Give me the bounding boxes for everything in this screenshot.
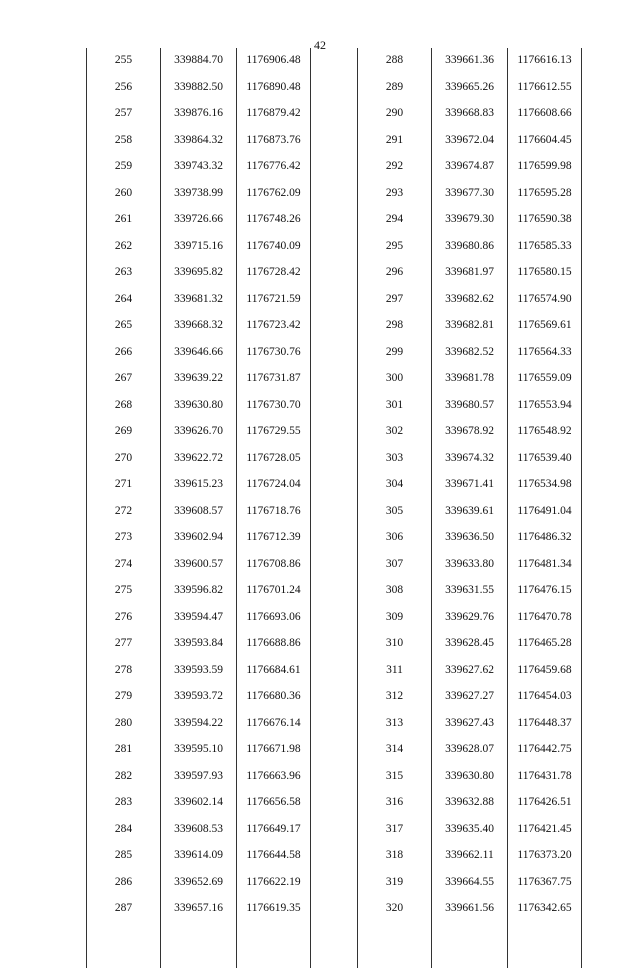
point-number-cell: 312	[358, 684, 432, 711]
y-coordinate-cell: 1176564.33	[508, 340, 582, 367]
x-coordinate-cell: 339681.78	[432, 366, 508, 393]
point-number-cell: 307	[358, 552, 432, 579]
table-row	[87, 578, 311, 605]
x-coordinate-cell: 339661.36	[432, 48, 508, 75]
y-coordinate-cell: 1176481.34	[508, 552, 582, 579]
table-row	[358, 366, 582, 393]
x-coordinate-cell: 339668.83	[432, 101, 508, 128]
x-coordinate-cell: 339726.66	[161, 207, 237, 234]
y-coordinate-cell: 1176693.06	[237, 605, 311, 632]
table-row	[358, 870, 582, 897]
point-number-cell: 282	[87, 764, 161, 791]
y-coordinate-cell: 1176728.05	[237, 446, 311, 473]
y-coordinate-cell: 1176873.76	[237, 128, 311, 155]
x-coordinate-cell: 339652.69	[161, 870, 237, 897]
table-row	[358, 605, 582, 632]
point-number-cell: 297	[358, 287, 432, 314]
y-coordinate-cell: 1176684.61	[237, 658, 311, 685]
y-coordinate-cell: 1176342.65	[508, 896, 582, 968]
table-body-left	[87, 48, 311, 968]
table-row	[87, 181, 311, 208]
y-coordinate-cell: 1176534.98	[508, 472, 582, 499]
table-row	[358, 260, 582, 287]
x-coordinate-cell: 339678.92	[432, 419, 508, 446]
point-number-cell: 320	[358, 896, 432, 968]
point-number-cell: 289	[358, 75, 432, 102]
table-row	[358, 446, 582, 473]
y-coordinate-cell: 1176608.66	[508, 101, 582, 128]
point-number-cell: 308	[358, 578, 432, 605]
x-coordinate-cell: 339661.56	[432, 896, 508, 968]
table-row	[87, 366, 311, 393]
point-number-cell: 280	[87, 711, 161, 738]
table-row	[87, 472, 311, 499]
x-coordinate-cell: 339674.32	[432, 446, 508, 473]
table-row	[358, 393, 582, 420]
x-coordinate-cell: 339665.26	[432, 75, 508, 102]
table-row	[358, 578, 582, 605]
y-coordinate-cell: 1176688.86	[237, 631, 311, 658]
point-number-cell: 314	[358, 737, 432, 764]
y-coordinate-cell: 1176616.13	[508, 48, 582, 75]
x-coordinate-cell: 339664.55	[432, 870, 508, 897]
table-row	[87, 207, 311, 234]
point-number-cell: 263	[87, 260, 161, 287]
point-number-cell: 285	[87, 843, 161, 870]
x-coordinate-cell: 339682.52	[432, 340, 508, 367]
table-row	[87, 605, 311, 632]
table-row	[87, 75, 311, 102]
x-coordinate-cell: 339636.50	[432, 525, 508, 552]
point-number-cell: 291	[358, 128, 432, 155]
point-number-cell: 313	[358, 711, 432, 738]
table-row	[87, 552, 311, 579]
table-row	[358, 101, 582, 128]
table-row	[87, 499, 311, 526]
x-coordinate-cell: 339632.88	[432, 790, 508, 817]
point-number-cell: 300	[358, 366, 432, 393]
x-coordinate-cell: 339628.07	[432, 737, 508, 764]
point-number-cell: 270	[87, 446, 161, 473]
y-coordinate-cell: 1176718.76	[237, 499, 311, 526]
y-coordinate-cell: 1176906.48	[237, 48, 311, 75]
y-coordinate-cell: 1176680.36	[237, 684, 311, 711]
y-coordinate-cell: 1176656.58	[237, 790, 311, 817]
point-number-cell: 290	[358, 101, 432, 128]
table-row	[358, 737, 582, 764]
table-row	[87, 631, 311, 658]
x-coordinate-cell: 339743.32	[161, 154, 237, 181]
y-coordinate-cell: 1176448.37	[508, 711, 582, 738]
table-row	[358, 154, 582, 181]
table-row	[87, 393, 311, 420]
y-coordinate-cell: 1176569.61	[508, 313, 582, 340]
point-number-cell: 293	[358, 181, 432, 208]
point-number-cell: 255	[87, 48, 161, 75]
table-row	[358, 419, 582, 446]
x-coordinate-cell: 339677.30	[432, 181, 508, 208]
x-coordinate-cell: 339715.16	[161, 234, 237, 261]
point-number-cell: 301	[358, 393, 432, 420]
point-number-cell: 294	[358, 207, 432, 234]
y-coordinate-cell: 1176708.86	[237, 552, 311, 579]
y-coordinate-cell: 1176644.58	[237, 843, 311, 870]
y-coordinate-cell: 1176367.75	[508, 870, 582, 897]
table-row	[358, 207, 582, 234]
point-number-cell: 260	[87, 181, 161, 208]
point-number-cell: 269	[87, 419, 161, 446]
point-number-cell: 295	[358, 234, 432, 261]
x-coordinate-cell: 339635.40	[432, 817, 508, 844]
table-row	[87, 711, 311, 738]
x-coordinate-cell: 339633.80	[432, 552, 508, 579]
table-row	[87, 101, 311, 128]
y-coordinate-cell: 1176612.55	[508, 75, 582, 102]
table-row	[87, 737, 311, 764]
table-row	[87, 684, 311, 711]
table-row	[87, 896, 311, 968]
table-row	[87, 790, 311, 817]
table-row	[87, 817, 311, 844]
y-coordinate-cell: 1176731.87	[237, 366, 311, 393]
x-coordinate-cell: 339628.45	[432, 631, 508, 658]
y-coordinate-cell: 1176730.70	[237, 393, 311, 420]
table-row	[358, 658, 582, 685]
table-row	[358, 843, 582, 870]
point-number-cell: 299	[358, 340, 432, 367]
y-coordinate-cell: 1176574.90	[508, 287, 582, 314]
table-row	[87, 419, 311, 446]
point-number-cell: 272	[87, 499, 161, 526]
table-row	[87, 154, 311, 181]
x-coordinate-cell: 339593.84	[161, 631, 237, 658]
y-coordinate-cell: 1176649.17	[237, 817, 311, 844]
x-coordinate-cell: 339593.59	[161, 658, 237, 685]
y-coordinate-cell: 1176553.94	[508, 393, 582, 420]
x-coordinate-cell: 339622.72	[161, 446, 237, 473]
coordinate-table-right	[357, 48, 582, 968]
x-coordinate-cell: 339593.72	[161, 684, 237, 711]
point-number-cell: 281	[87, 737, 161, 764]
y-coordinate-cell: 1176724.04	[237, 472, 311, 499]
table-row	[87, 870, 311, 897]
y-coordinate-cell: 1176890.48	[237, 75, 311, 102]
table-row	[358, 764, 582, 791]
x-coordinate-cell: 339595.10	[161, 737, 237, 764]
table-row	[87, 843, 311, 870]
x-coordinate-cell: 339695.82	[161, 260, 237, 287]
y-coordinate-cell: 1176486.32	[508, 525, 582, 552]
x-coordinate-cell: 339627.62	[432, 658, 508, 685]
y-coordinate-cell: 1176622.19	[237, 870, 311, 897]
table-row	[358, 75, 582, 102]
point-number-cell: 303	[358, 446, 432, 473]
x-coordinate-cell: 339602.94	[161, 525, 237, 552]
table-row	[358, 896, 582, 968]
point-number-cell: 296	[358, 260, 432, 287]
x-coordinate-cell: 339639.61	[432, 499, 508, 526]
table-row	[87, 446, 311, 473]
x-coordinate-cell: 339600.57	[161, 552, 237, 579]
x-coordinate-cell: 339646.66	[161, 340, 237, 367]
y-coordinate-cell: 1176712.39	[237, 525, 311, 552]
y-coordinate-cell: 1176721.59	[237, 287, 311, 314]
y-coordinate-cell: 1176470.78	[508, 605, 582, 632]
x-coordinate-cell: 339594.47	[161, 605, 237, 632]
point-number-cell: 257	[87, 101, 161, 128]
point-number-cell: 276	[87, 605, 161, 632]
table-row	[358, 181, 582, 208]
page-number: 42	[314, 38, 326, 52]
table-row	[87, 313, 311, 340]
table-row	[87, 287, 311, 314]
x-coordinate-cell: 339864.32	[161, 128, 237, 155]
x-coordinate-cell: 339630.80	[161, 393, 237, 420]
table-row	[358, 287, 582, 314]
point-number-cell: 316	[358, 790, 432, 817]
table-row	[358, 128, 582, 155]
point-number-cell: 278	[87, 658, 161, 685]
y-coordinate-cell: 1176442.75	[508, 737, 582, 764]
table-row	[358, 711, 582, 738]
x-coordinate-cell: 339876.16	[161, 101, 237, 128]
point-number-cell: 310	[358, 631, 432, 658]
point-number-cell: 262	[87, 234, 161, 261]
y-coordinate-cell: 1176459.68	[508, 658, 582, 685]
x-coordinate-cell: 339680.57	[432, 393, 508, 420]
point-number-cell: 298	[358, 313, 432, 340]
x-coordinate-cell: 339614.09	[161, 843, 237, 870]
table-row	[87, 525, 311, 552]
y-coordinate-cell: 1176748.26	[237, 207, 311, 234]
coordinate-table-left	[86, 48, 311, 968]
y-coordinate-cell: 1176762.09	[237, 181, 311, 208]
y-coordinate-cell: 1176580.15	[508, 260, 582, 287]
point-number-cell: 292	[358, 154, 432, 181]
x-coordinate-cell: 339639.22	[161, 366, 237, 393]
table-row	[358, 48, 582, 75]
point-number-cell: 283	[87, 790, 161, 817]
point-number-cell: 304	[358, 472, 432, 499]
table-row	[358, 552, 582, 579]
x-coordinate-cell: 339594.22	[161, 711, 237, 738]
point-number-cell: 311	[358, 658, 432, 685]
point-number-cell: 317	[358, 817, 432, 844]
x-coordinate-cell: 339602.14	[161, 790, 237, 817]
y-coordinate-cell: 1176676.14	[237, 711, 311, 738]
point-number-cell: 274	[87, 552, 161, 579]
table-row	[358, 817, 582, 844]
y-coordinate-cell: 1176431.78	[508, 764, 582, 791]
y-coordinate-cell: 1176548.92	[508, 419, 582, 446]
x-coordinate-cell: 339681.97	[432, 260, 508, 287]
point-number-cell: 315	[358, 764, 432, 791]
point-number-cell: 271	[87, 472, 161, 499]
point-number-cell: 319	[358, 870, 432, 897]
y-coordinate-cell: 1176663.96	[237, 764, 311, 791]
x-coordinate-cell: 339631.55	[432, 578, 508, 605]
y-coordinate-cell: 1176539.40	[508, 446, 582, 473]
x-coordinate-cell: 339657.16	[161, 896, 237, 968]
x-coordinate-cell: 339680.86	[432, 234, 508, 261]
x-coordinate-cell: 339596.82	[161, 578, 237, 605]
x-coordinate-cell: 339662.11	[432, 843, 508, 870]
x-coordinate-cell: 339615.23	[161, 472, 237, 499]
x-coordinate-cell: 339627.43	[432, 711, 508, 738]
y-coordinate-cell: 1176585.33	[508, 234, 582, 261]
x-coordinate-cell: 339668.32	[161, 313, 237, 340]
point-number-cell: 258	[87, 128, 161, 155]
x-coordinate-cell: 339882.50	[161, 75, 237, 102]
y-coordinate-cell: 1176559.09	[508, 366, 582, 393]
x-coordinate-cell: 339738.99	[161, 181, 237, 208]
x-coordinate-cell: 339608.57	[161, 499, 237, 526]
y-coordinate-cell: 1176595.28	[508, 181, 582, 208]
table-row	[87, 48, 311, 75]
point-number-cell: 306	[358, 525, 432, 552]
y-coordinate-cell: 1176776.42	[237, 154, 311, 181]
y-coordinate-cell: 1176491.04	[508, 499, 582, 526]
point-number-cell: 267	[87, 366, 161, 393]
table-row	[87, 658, 311, 685]
point-number-cell: 259	[87, 154, 161, 181]
y-coordinate-cell: 1176729.55	[237, 419, 311, 446]
x-coordinate-cell: 339627.27	[432, 684, 508, 711]
point-number-cell: 287	[87, 896, 161, 968]
x-coordinate-cell: 339597.93	[161, 764, 237, 791]
table-row	[358, 234, 582, 261]
x-coordinate-cell: 339629.76	[432, 605, 508, 632]
table-row	[87, 128, 311, 155]
x-coordinate-cell: 339682.81	[432, 313, 508, 340]
point-number-cell: 261	[87, 207, 161, 234]
y-coordinate-cell: 1176421.45	[508, 817, 582, 844]
y-coordinate-cell: 1176590.38	[508, 207, 582, 234]
x-coordinate-cell: 339608.53	[161, 817, 237, 844]
table-row	[358, 525, 582, 552]
point-number-cell: 286	[87, 870, 161, 897]
point-number-cell: 264	[87, 287, 161, 314]
table-row	[358, 790, 582, 817]
point-number-cell: 273	[87, 525, 161, 552]
point-number-cell: 265	[87, 313, 161, 340]
x-coordinate-cell: 339674.87	[432, 154, 508, 181]
table-row	[87, 260, 311, 287]
x-coordinate-cell: 339681.32	[161, 287, 237, 314]
x-coordinate-cell: 339671.41	[432, 472, 508, 499]
y-coordinate-cell: 1176454.03	[508, 684, 582, 711]
point-number-cell: 309	[358, 605, 432, 632]
y-coordinate-cell: 1176730.76	[237, 340, 311, 367]
point-number-cell: 275	[87, 578, 161, 605]
y-coordinate-cell: 1176476.15	[508, 578, 582, 605]
y-coordinate-cell: 1176604.45	[508, 128, 582, 155]
y-coordinate-cell: 1176465.28	[508, 631, 582, 658]
y-coordinate-cell: 1176728.42	[237, 260, 311, 287]
table-row	[358, 313, 582, 340]
table-row	[358, 340, 582, 367]
y-coordinate-cell: 1176701.24	[237, 578, 311, 605]
point-number-cell: 288	[358, 48, 432, 75]
x-coordinate-cell: 339630.80	[432, 764, 508, 791]
y-coordinate-cell: 1176879.42	[237, 101, 311, 128]
point-number-cell: 277	[87, 631, 161, 658]
y-coordinate-cell: 1176599.98	[508, 154, 582, 181]
y-coordinate-cell: 1176723.42	[237, 313, 311, 340]
x-coordinate-cell: 339626.70	[161, 419, 237, 446]
point-number-cell: 318	[358, 843, 432, 870]
x-coordinate-cell: 339682.62	[432, 287, 508, 314]
x-coordinate-cell: 339679.30	[432, 207, 508, 234]
table-row	[87, 764, 311, 791]
point-number-cell: 266	[87, 340, 161, 367]
table-row	[87, 234, 311, 261]
table-body-right	[358, 48, 582, 968]
table-row	[87, 340, 311, 367]
point-number-cell: 302	[358, 419, 432, 446]
table-row	[358, 499, 582, 526]
y-coordinate-cell: 1176426.51	[508, 790, 582, 817]
table-row	[358, 472, 582, 499]
point-number-cell: 279	[87, 684, 161, 711]
y-coordinate-cell: 1176671.98	[237, 737, 311, 764]
point-number-cell: 268	[87, 393, 161, 420]
y-coordinate-cell: 1176619.35	[237, 896, 311, 968]
table-row	[358, 631, 582, 658]
point-number-cell: 305	[358, 499, 432, 526]
point-number-cell: 256	[87, 75, 161, 102]
y-coordinate-cell: 1176740.09	[237, 234, 311, 261]
x-coordinate-cell: 339672.04	[432, 128, 508, 155]
point-number-cell: 284	[87, 817, 161, 844]
y-coordinate-cell: 1176373.20	[508, 843, 582, 870]
x-coordinate-cell: 339884.70	[161, 48, 237, 75]
table-row	[358, 684, 582, 711]
